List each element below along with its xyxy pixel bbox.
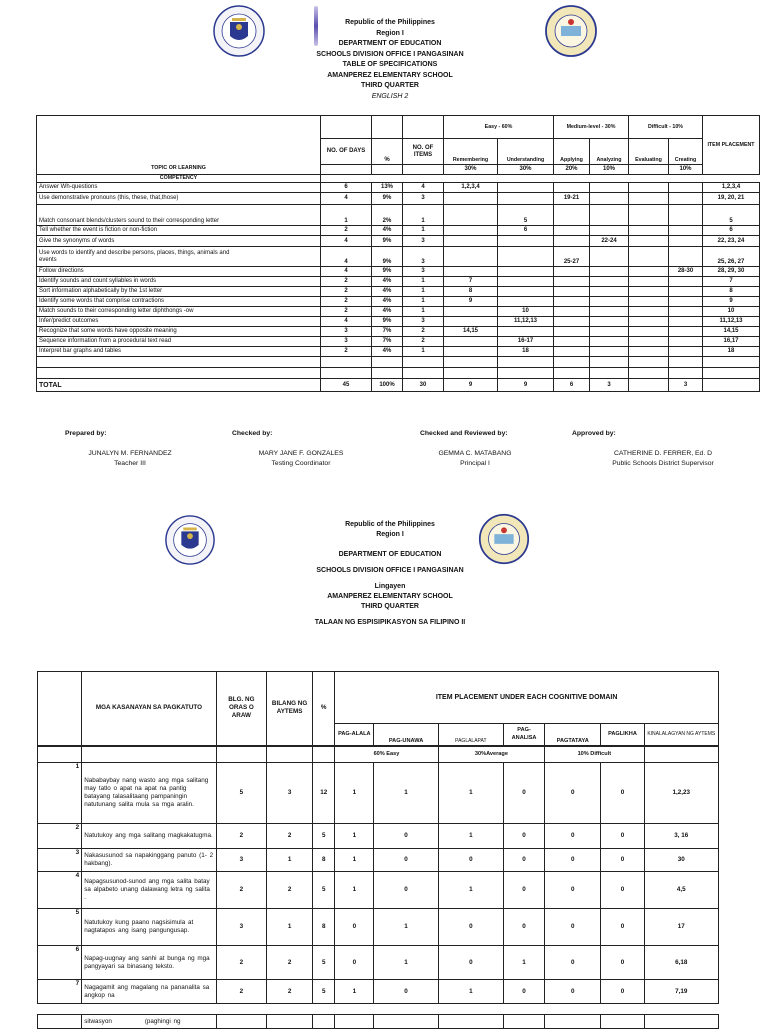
- table-row: Match consonant blends/clusters sound to their corresponding letter 1 2% 1 5 5: [37, 205, 760, 226]
- table-row: Infer/predict outcomes 4 9% 3 11,12,13 11,12,13: [37, 317, 760, 327]
- col-topic-header-2: COMPETENCY: [37, 175, 321, 183]
- table-row: Match sounds to their corresponding letter diphthongs -ow 2 4% 1 10 10: [37, 307, 760, 317]
- sub-applying: Applying: [554, 139, 590, 165]
- pct-applying: 20%: [554, 165, 590, 175]
- band-difficult: 10% Difficult: [545, 746, 644, 763]
- total-row: TOTAL 45 100% 30 9 9 6 3 3: [37, 379, 760, 392]
- sub-paglalapat: PAGLALAPAT: [438, 724, 503, 746]
- col-percent: %: [313, 672, 335, 746]
- deped-seal-logo-2: [160, 514, 220, 566]
- header2-title: TALAAN NG ESPISIPIKASYON SA FILIPINO II: [314, 619, 466, 626]
- col-percent: %: [372, 139, 403, 165]
- col-topic-header: TOPIC OR LEARNING: [37, 116, 321, 175]
- header2-school: AMANPEREZ ELEMENTARY SCHOOL: [327, 593, 453, 600]
- table-row: 4 Napagsusunod-sunod ang mga salita batay sa alpabeto unang dalawang letra ng salita . 2 2 5 1 0 1 0 0 0 4,5: [38, 872, 719, 909]
- table-row: Tell whether the event is fiction or non-fiction 2 4% 1 6 6: [37, 226, 760, 236]
- sdo-seal-icon: [540, 4, 602, 58]
- header-subject: ENGLISH 2: [371, 92, 409, 100]
- sub-analyzing: Analyzing: [590, 139, 629, 165]
- deped-seal-icon: [160, 514, 220, 566]
- col-no-of-days: NO. OF DAYS: [321, 139, 372, 165]
- table-row: Interpret bar graphs and tables 2 4% 1 18 18: [37, 347, 760, 357]
- table-row: Recognize that some words have opposite meaning 3 7% 2 14,15 14,15: [37, 327, 760, 337]
- filipino-tos-table-continued: [37, 1014, 719, 1029]
- table-row: 1 Nababaybay nang wasto ang mga salitang may tatlo o apat na apat na pantig batayang talasalitaang pampaningin natutunang salita mula sa mga aralin. 5 3 12 1 1 1 0 0 0 1,2,23: [38, 763, 719, 824]
- header2-republic: Republic of the Philippines: [345, 521, 435, 528]
- col-bilang-aytems: BILANG NG AYTEMS: [266, 672, 312, 746]
- signatory-checked: MARY JANE F. GONZALES Testing Coordinator: [258, 450, 344, 467]
- table-row: Sort information alphabetically by the 1st letter 2 4% 1 8 8: [37, 287, 760, 297]
- filipino-tos-table: [37, 671, 719, 1004]
- header2-division: SCHOOLS DIVISION OFFICE I PANGASINAN: [316, 567, 464, 574]
- group-difficult: Difficult - 10%: [629, 116, 703, 139]
- pct-understanding: 30%: [498, 165, 554, 175]
- table-row: 2 Natutukoy ang mga salitang magkakatugma. 2 2 5 1 0 1 0 0 0 3, 16: [38, 824, 719, 849]
- table-row: Use words to identify and describe persons, places, things, animals and events 4 9% 3 25-27 25, 26, 27: [37, 247, 760, 267]
- pct-analyzing: 10%: [590, 165, 629, 175]
- header2-department: DEPARTMENT OF EDUCATION: [338, 551, 442, 558]
- col-kasanayan: MGA KASANAYAN SA PAGKATUTO: [82, 672, 217, 746]
- sub-pag-alala: PAG-ALALA: [335, 724, 374, 746]
- group-medium: Medium-level - 30%: [554, 116, 629, 139]
- pct-creating: 10%: [669, 165, 703, 175]
- page1-header: [280, 18, 500, 102]
- empty-row: [37, 368, 760, 379]
- sub-understanding: Understanding: [498, 139, 554, 165]
- sub-pagtataya: PAGTATAYA: [545, 724, 601, 746]
- sub-remembering: Remembering: [444, 139, 498, 165]
- header2-quarter: THIRD QUARTER: [361, 603, 419, 610]
- header-doc-title: TABLE OF SPECIFICATIONS: [342, 61, 438, 68]
- table-row: 7 Nagagamit ang magalang na pananalita sa angkop na 2 2 5 1 0 1 0 0 0 7,19: [38, 980, 719, 1004]
- header-republic: Republic of the Philippines: [345, 19, 435, 26]
- signatory-approved: CATHERINE D. FERRER, Ed. D Public Schools District Supervisor: [612, 450, 714, 467]
- pct-evaluating: [629, 165, 669, 175]
- header2-region: Region I: [376, 531, 404, 538]
- header2-town: Lingayen: [374, 583, 406, 590]
- table-row: 5 Natutukoy kung paano nagsisimula at nagtatapos ang isang pangungusap. 3 1 8 0 1 0 0 0 0 17: [38, 909, 719, 946]
- sub-pag-unawa: PAG-UNAWA: [374, 724, 438, 746]
- table-row: Sequence information from a procedural text read 3 7% 2 16-17 16,17: [37, 337, 760, 347]
- band-easy: 60% Easy: [335, 746, 438, 763]
- header-school: AMANPEREZ ELEMENTARY SCHOOL: [327, 71, 453, 79]
- empty-row: [37, 357, 760, 368]
- sdo-pangasinan-logo: [540, 4, 602, 58]
- header-region: Region I: [376, 29, 404, 37]
- table-row: Follow directions 4 9% 3 28-30 28, 29, 30: [37, 267, 760, 277]
- header-department: DEPARTMENT OF EDUCATION: [338, 40, 442, 47]
- approved-by-label: Approved by:: [572, 430, 616, 437]
- deped-seal-logo: [208, 4, 270, 58]
- signatory-reviewed: GEMMA C. MATABANG Principal I: [438, 450, 512, 467]
- header-division: SCHOOLS DIVISION OFFICE I PANGASINAN: [316, 50, 464, 58]
- sub-creating: Creating: [669, 139, 703, 165]
- english-tos-table: [36, 115, 760, 392]
- table-row: Answer Wh-questions 6 13% 4 1,2,3,4 1,2,3,4: [37, 183, 760, 193]
- band-average: 30%Average: [438, 746, 544, 763]
- signatory-prepared: JUNALYN M. FERNANDEZ Teacher III: [88, 450, 172, 467]
- table-row: Identify sounds and count syllables in words 2 4% 1 7 7: [37, 277, 760, 287]
- checked-reviewed-label: Checked and Reviewed by:: [420, 430, 508, 437]
- table-row: 3 Nakasusunod sa napakinggang panuto (1- 2 hakbang). 3 1 8 1 0 0 0 0 0 30: [38, 849, 719, 872]
- group-item-placement: ITEM PLACEMENT UNDER EACH COGNITIVE DOMAIN: [335, 672, 719, 724]
- col-no-of-items: NO. OF ITEMS: [403, 139, 444, 165]
- sub-evaluating: Evaluating: [629, 139, 669, 165]
- table-row: sitwasyon (paghingi ng: [38, 1015, 719, 1029]
- page2-header: [270, 520, 510, 628]
- header-quarter: THIRD QUARTER: [361, 82, 419, 89]
- prepared-by-label: Prepared by:: [65, 430, 107, 437]
- table-row: Identify some words that comprise contractions 2 4% 1 9 9: [37, 297, 760, 307]
- group-easy: Easy - 60%: [444, 116, 554, 139]
- pct-remembering: 30%: [444, 165, 498, 175]
- sub-pag-analisa: PAG-ANALISA: [503, 724, 544, 746]
- table-row: Give the synonyms of words 4 9% 3 22-24 22, 23, 24: [37, 236, 760, 247]
- sub-paglikha: PAGLIKHA: [601, 724, 644, 746]
- checked-by-label: Checked by:: [232, 430, 273, 437]
- col-item-placement: ITEM PLACEMENT: [703, 116, 760, 175]
- table-row: Use demonstrative pronouns (this, these, that,those) 4 9% 3 19-21 19, 20, 21: [37, 193, 760, 205]
- table-row: 6 Napag-uugnay ang sanhi at bunga ng mga pangyayari sa binasang teksto. 2 2 5 0 1 0 1 0 0 6,18: [38, 946, 719, 980]
- deped-seal-icon: [208, 4, 270, 58]
- col-blg-oras: BLG. NG ORAS O ARAW: [216, 672, 266, 746]
- sub-kinalalagyan: KINALALAGYAN NG AYTEMS: [644, 724, 718, 746]
